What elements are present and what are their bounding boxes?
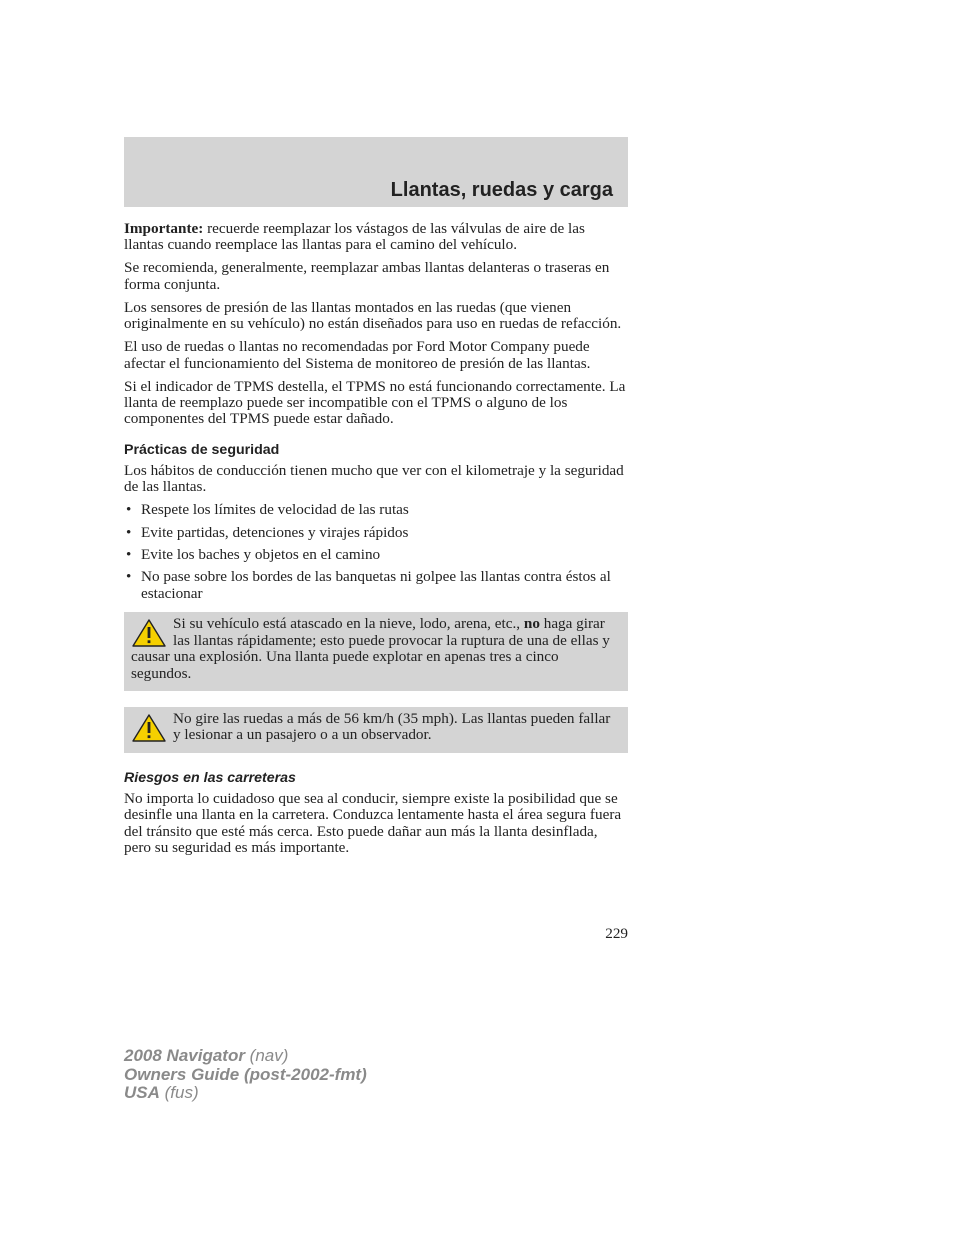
list-item bbox=[124, 525, 628, 541]
warning-emphasis: no bbox=[523, 615, 540, 633]
section-heading-safety: Prácticas de seguridad bbox=[124, 441, 280, 458]
list-item bbox=[124, 547, 628, 563]
bullet-glyph: • bbox=[126, 501, 132, 519]
paragraph-safety-intro: Los hábitos de conducción tienen mucho que ver con el kilometraje y la seguridad de las llantas. bbox=[124, 461, 624, 496]
page-number: 229 bbox=[605, 925, 628, 942]
footer-market: USA bbox=[124, 1083, 160, 1102]
warning-box-speed bbox=[124, 707, 628, 753]
page-content bbox=[124, 221, 628, 863]
footer-line-guide bbox=[124, 1066, 367, 1085]
document-footer bbox=[124, 1047, 367, 1103]
paragraph-important bbox=[124, 221, 628, 254]
chapter-title: Llantas, ruedas y carga bbox=[390, 179, 613, 201]
warning-triangle-icon bbox=[131, 713, 167, 743]
warning-text bbox=[131, 616, 620, 682]
list-item-text: No pase sobre los bordes de las banquetas ni golpee las llantas contra éstos al estacionar bbox=[141, 568, 611, 602]
list-item bbox=[124, 569, 628, 602]
paragraph-road-risks: No importa lo cuidadoso que sea al conducir, siempre existe la posibilidad que se desinfle una llanta en la carretera. Conduzca lentamente hasta el área segura fuera del tránsito que esté más cerca. Esto puede dañar aun más la llanta desinflada, pero su seguridad es más importante. bbox=[124, 789, 622, 856]
footer-line-model bbox=[124, 1047, 367, 1066]
section-heading-road-risks: Riesgos en las carreteras bbox=[124, 769, 296, 786]
footer-guide: Owners Guide (post-2002-fmt) bbox=[124, 1064, 367, 1084]
safety-bullet-list bbox=[124, 502, 628, 602]
warning-text: No gire las ruedas a más de 56 km/h (35 mph). Las llantas pueden fallar y lesionar a un pasajero o a un observador. bbox=[173, 709, 611, 744]
bullet-glyph: • bbox=[126, 546, 132, 564]
footer-model-code: (nav) bbox=[244, 1046, 289, 1065]
list-item bbox=[124, 502, 628, 518]
warning-text-before: Si su vehículo está atascado en la nieve, lodo, arena, etc., bbox=[173, 615, 524, 633]
bullet-glyph: • bbox=[126, 523, 132, 541]
warning-text-after: haga girar las llantas rápidamente; esto puede provocar la ruptura de una de ellas y causar una explosión. Una llanta puede explotar en apenas tres a cinco segundos. bbox=[131, 615, 610, 682]
paragraph-lead: Importante: bbox=[124, 220, 204, 237]
chapter-header-band bbox=[124, 137, 628, 207]
paragraph-sensors: Los sensores de presión de las llantas montados en las ruedas (que vienen originalmente en su vehículo) no están diseñados para uso en ruedas de refacción. bbox=[124, 298, 622, 333]
warning-box-stuck-vehicle bbox=[124, 612, 628, 691]
list-item-text: Respete los límites de velocidad de las rutas bbox=[141, 501, 409, 519]
paragraph-non-recommended: El uso de ruedas o llantas no recomendadas por Ford Motor Company puede afectar el funcionamiento del Sistema de monitoreo de presión de las llantas. bbox=[124, 338, 591, 372]
list-item-text: Evite los baches y objetos en el camino bbox=[141, 546, 381, 564]
footer-model: 2008 Navigator bbox=[124, 1046, 245, 1065]
warning-triangle-icon bbox=[131, 618, 167, 648]
paragraph-text: recuerde reemplazar los vástagos de las válvulas de aire de las llantas cuando reemplace las llantas para el camino del vehículo. bbox=[124, 220, 585, 254]
footer-line-market bbox=[124, 1084, 367, 1103]
list-item-text: Evite partidas, detenciones y virajes rápidos bbox=[141, 523, 409, 541]
paragraph-tpms-flashing: Si el indicador de TPMS destella, el TPMS no está funcionando correctamente. La llanta de reemplazo puede ser incompatible con el TPMS o alguno de los componentes del TPMS puede estar dañado. bbox=[124, 377, 626, 428]
footer-market-code: (fus) bbox=[159, 1083, 199, 1102]
paragraph-replace-pairs: Se recomienda, generalmente, reemplazar ambas llantas delanteras o traseras en forma conjunta. bbox=[124, 259, 610, 293]
bullet-glyph: • bbox=[126, 568, 132, 586]
